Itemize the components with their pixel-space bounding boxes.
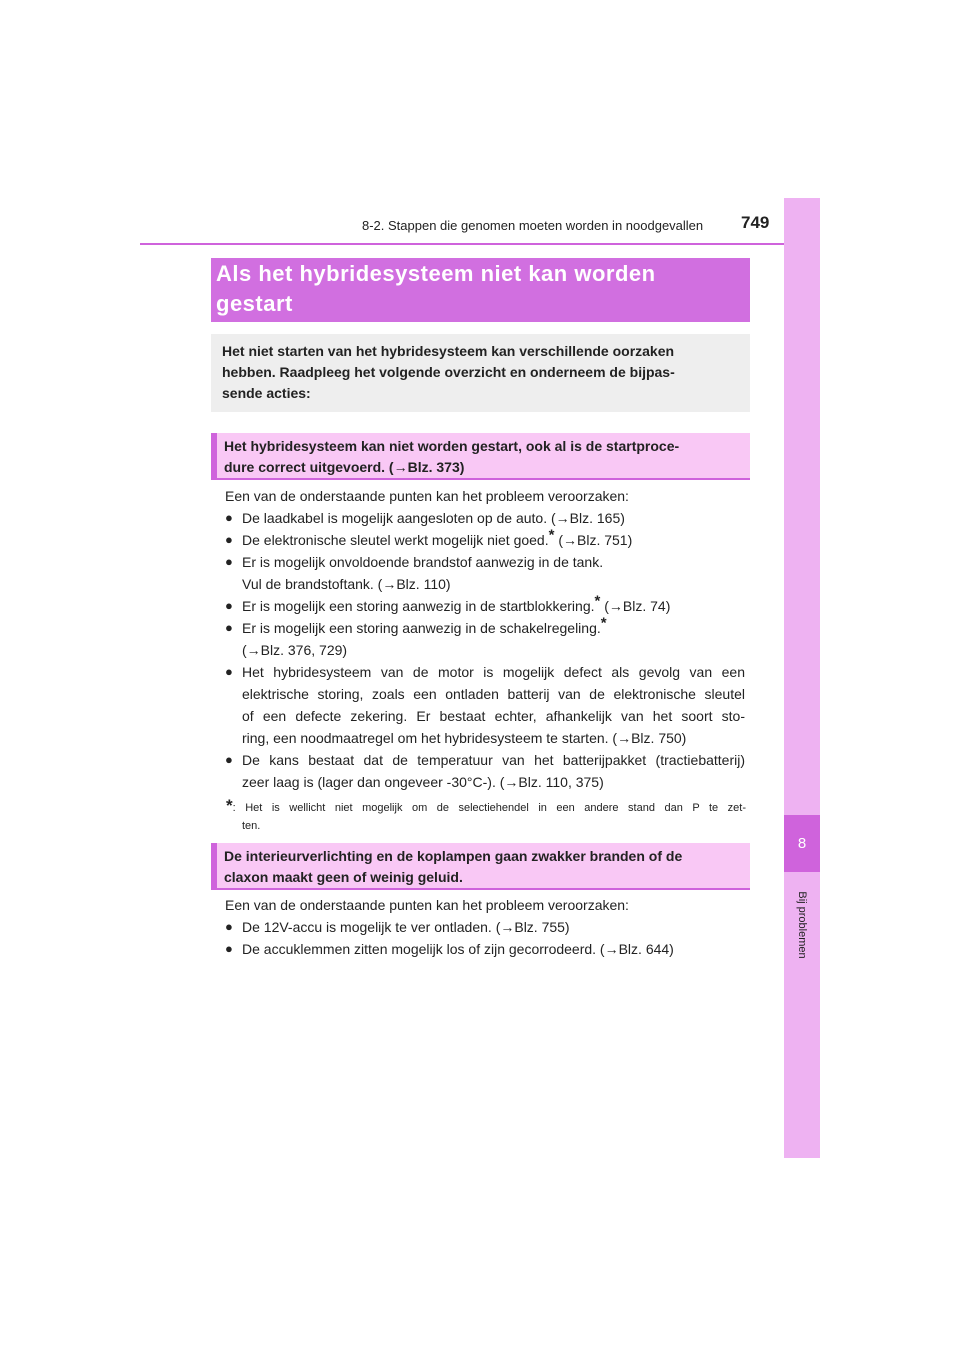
bullet-icon: ●	[225, 919, 233, 934]
bullet-icon: ●	[225, 598, 233, 613]
chapter-label	[784, 880, 820, 970]
section2-heading	[224, 846, 742, 888]
section2-heading-line2: claxon maakt geen of weinig geluid.	[224, 869, 463, 885]
footnote-star: *	[226, 796, 233, 815]
footnote: *: Het is wellicht niet mogelijk om de selectiehendel in een andere stand dan P te zet- ten.	[226, 796, 746, 832]
section1-lead: Een van de onderstaande punten kan het probleem veroorzaken:	[225, 488, 629, 504]
section2-heading-line1: De interieurverlichting en de koplampen gaan zwakker branden of de	[224, 848, 683, 864]
chapter-side-strip	[784, 198, 820, 1158]
intro-line2: hebben. Raadpleeg het volgende overzicht en onderneem de bijpas-	[222, 364, 675, 380]
footnote-marker: *	[594, 592, 601, 610]
intro-text	[222, 341, 740, 404]
intro-line1: Het niet starten van het hybridesysteem kan verschillende oorzaken	[222, 343, 675, 359]
list-item: ● De kans bestaat dat de temperatuur van het batterijpakket (tractiebatterij) zeer laag is (lager dan ongeveer -30°C-). (→Blz. 110, 375)	[225, 749, 745, 793]
section1-heading-line2: dure correct uitgevoerd. (→Blz. 373)	[224, 459, 465, 475]
footnote-marker: *	[600, 614, 607, 632]
running-header: 8-2. Stappen die genomen moeten worden in noodgevallen	[362, 218, 704, 233]
section2-lead: Een van de onderstaande punten kan het probleem veroorzaken:	[225, 897, 629, 913]
list-item: ● Het hybridesysteem van de motor is mogelijk defect als gevolg van een elektrische storing, zoals een ontladen batterij van de elektronische sleutel of een defecte zekering. Er bestaat echter, afhankelijk van het soort sto- ring, een noodmaatregel om het hybridesysteem te starten. (→Blz. 750)	[225, 661, 745, 749]
list-item: ● Er is mogelijk een storing aanwezig in de schakelregeling.* (→Blz. 376, 729)	[225, 614, 607, 658]
section1-heading-line1: Het hybridesysteem kan niet worden gestart, ook al is de startproce-	[224, 438, 680, 454]
section1-heading	[224, 436, 742, 478]
bullet-icon: ●	[225, 752, 233, 767]
chapter-label-text: Bij problemen	[796, 891, 808, 959]
page-title-line1: Als het hybridesysteem niet kan worden	[216, 261, 656, 286]
bullet-icon: ●	[225, 620, 233, 635]
header-rule	[140, 243, 820, 245]
bullet-icon: ●	[225, 554, 233, 569]
page-title-line2: gestart	[216, 291, 293, 316]
bullet-icon: ●	[225, 510, 233, 525]
page-title	[216, 259, 736, 319]
bullet-icon: ●	[225, 532, 233, 547]
page-number: 749	[741, 213, 770, 232]
list-item: ● Er is mogelijk onvoldoende brandstof aanwezig in de tank. Vul de brandstoftank. (→Blz. 110)	[225, 551, 745, 595]
footnote-marker: *	[548, 526, 555, 544]
bullet-icon: ●	[225, 941, 233, 956]
bullet-icon: ●	[225, 664, 233, 679]
intro-line3: sende acties:	[222, 385, 311, 401]
chapter-number-tab: 8	[784, 815, 820, 872]
